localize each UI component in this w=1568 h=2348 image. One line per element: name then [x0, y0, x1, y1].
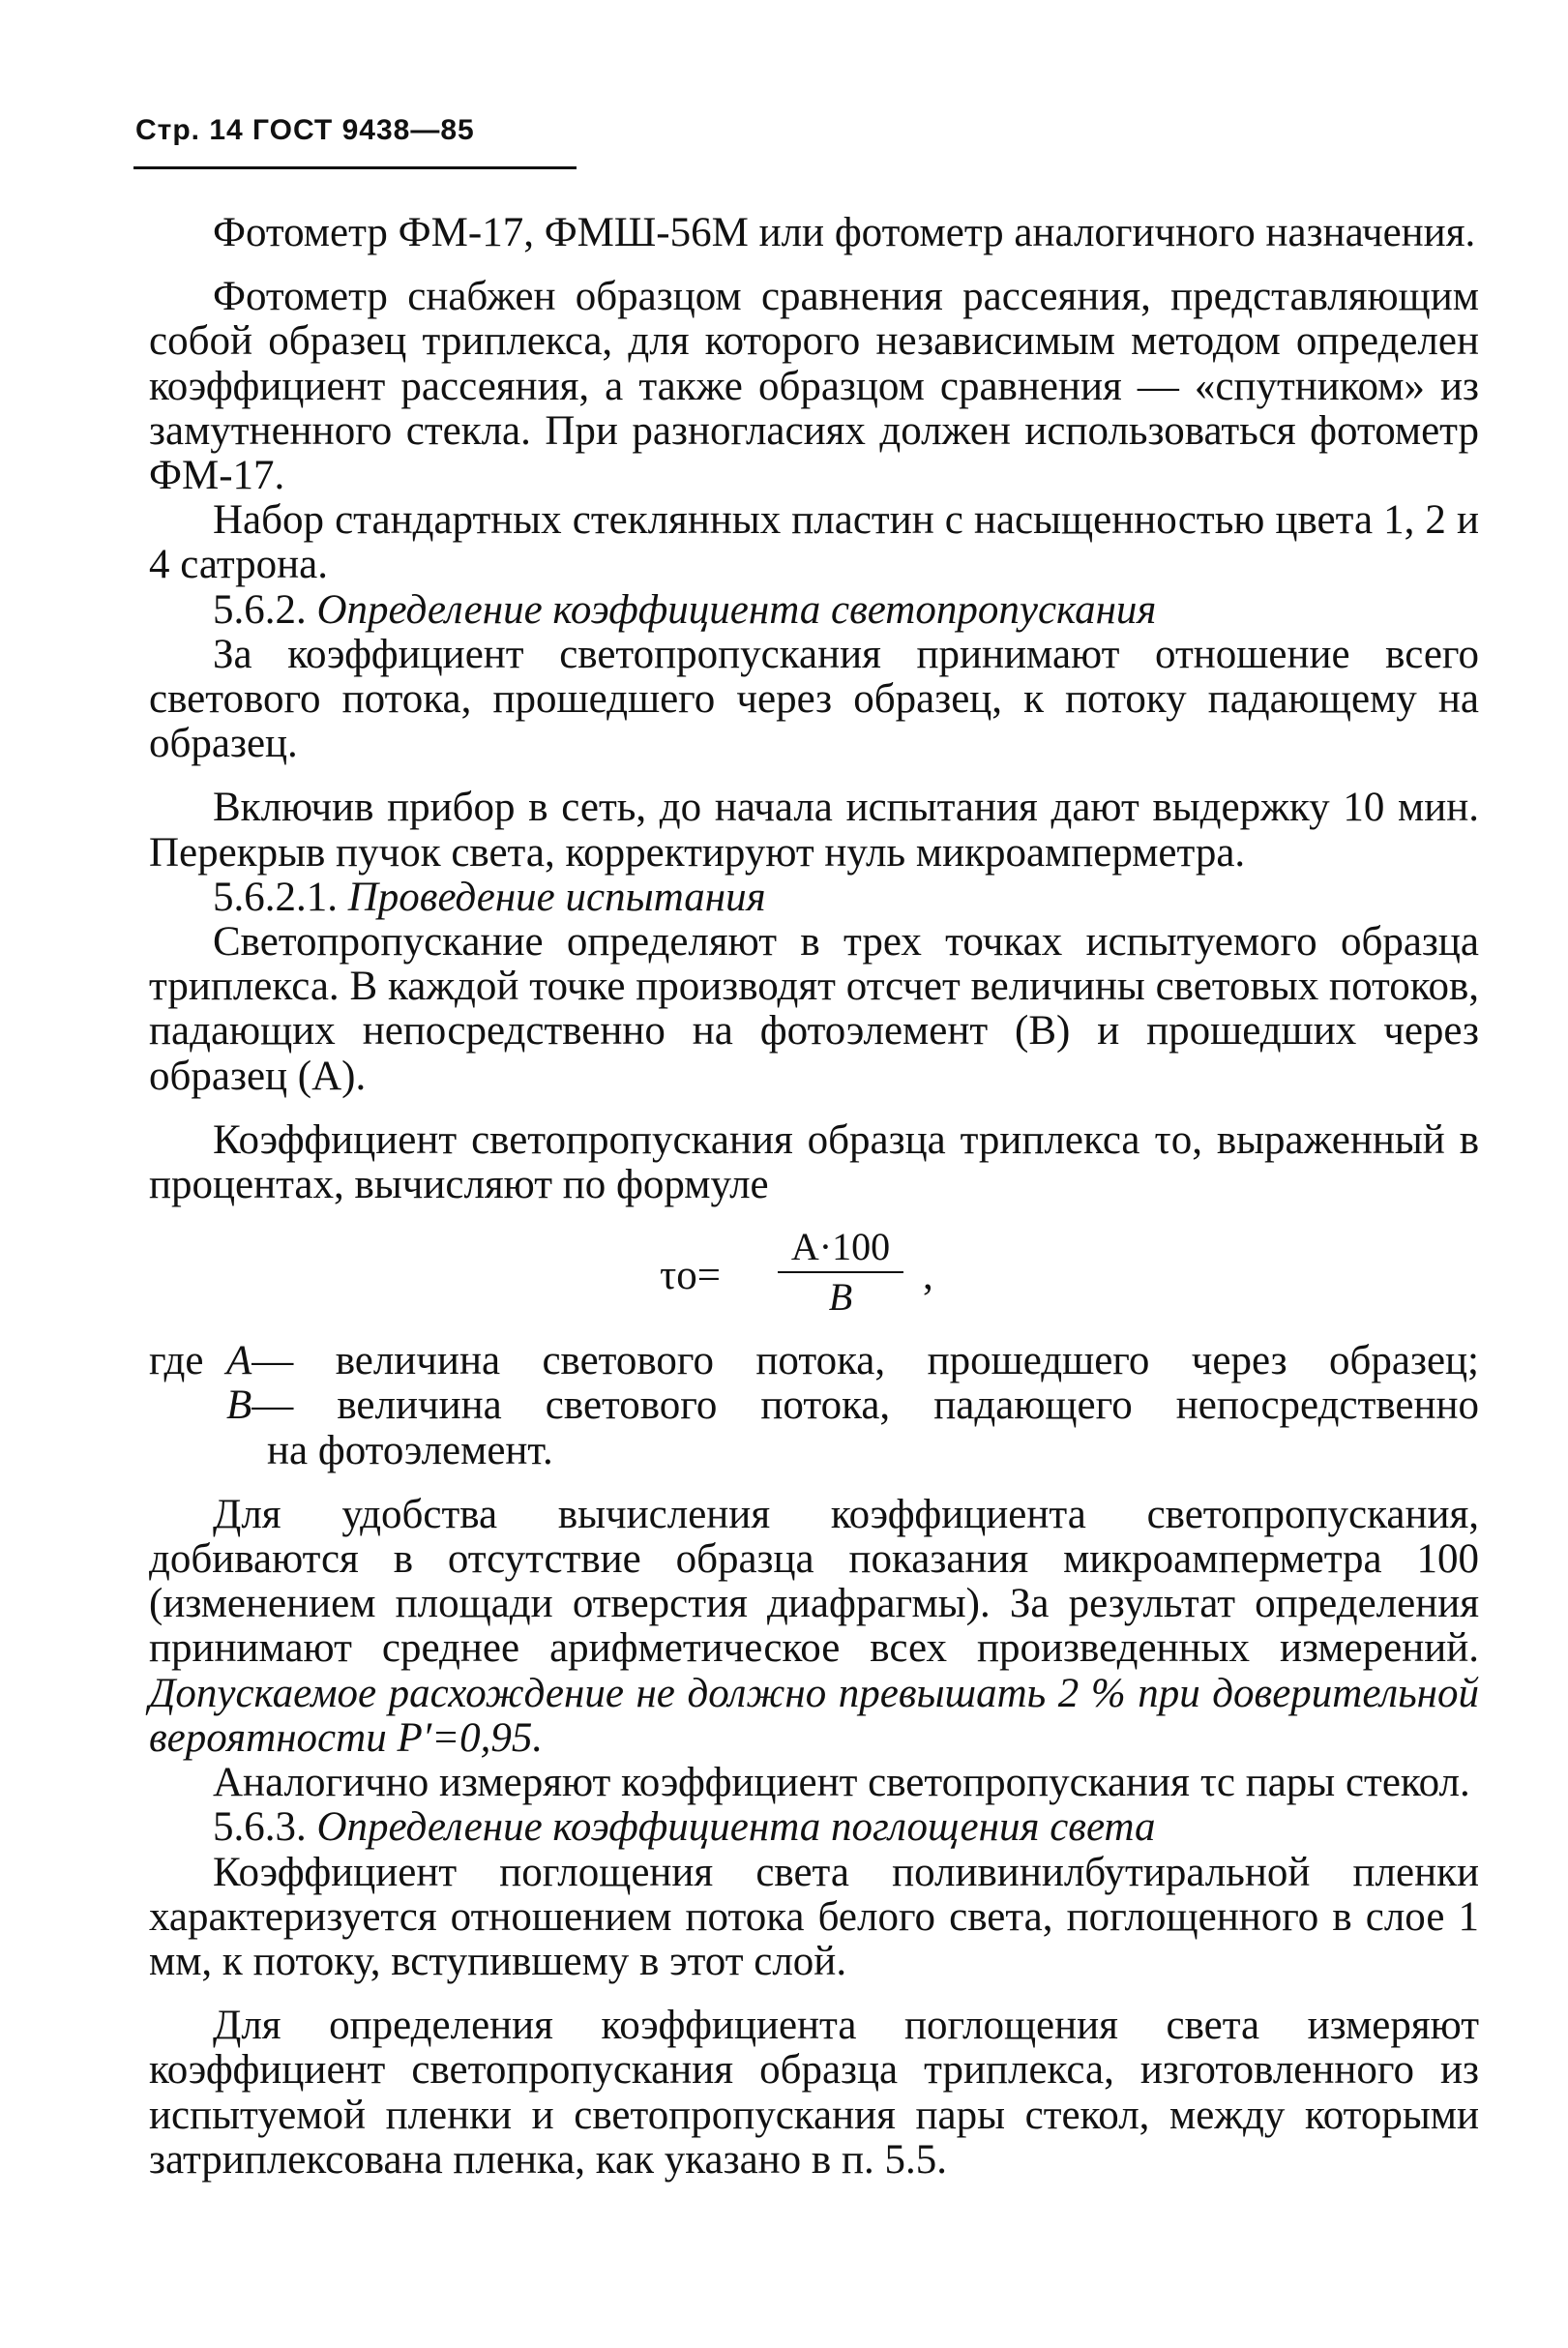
formula-denominator: В: [828, 1275, 853, 1320]
legend-symbol-a: А: [226, 1338, 252, 1384]
formula-lhs: τо=: [660, 1253, 722, 1299]
section-heading-5-6-2: [149, 588, 1479, 633]
legend-symbol-b: В: [226, 1382, 252, 1429]
section-heading-5-6-2-1: [149, 876, 1479, 920]
legend-desc-b: — величина светового потока, падающего непосредственно: [251, 1382, 1479, 1429]
calc-text: Для удобства вычисления коэффициента светопропускания, добиваются в отсутствие образца показания микроамперметра 100 (изменением площади отверстия диафрагмы). За результат определения принимают среднее арифметическое всех произведенных измерений.: [149, 1491, 1479, 1672]
paragraph-absorption-method: Для определения коэффициента поглощения света измеряют коэффициент светопропускания образца триплекса, изготовленного из испытуемой пленки и светопропускания пары стекол, между которыми затриплексована пленка, как указано в п. 5.5.: [149, 2003, 1479, 2183]
paragraph-glass-plates: Набор стандартных стеклянных пластин с насыщенностью цвета 1, 2 и 4 сатрона.: [149, 497, 1479, 588]
header-rule: [133, 166, 577, 169]
document-body: [149, 211, 1479, 2183]
legend-desc-b-continued: на фотоэлемент.: [267, 1427, 553, 1473]
formula-legend: [149, 1339, 1479, 1473]
paragraph-device-warmup: Включив прибор в сеть, до начала испытания дают выдержку 10 мин. Перекрыв пучок света, корректируют нуль микроамперметра.: [149, 785, 1479, 876]
calc-tolerance: Допускаемое расхождение не должно превышать 2 % при доверительной вероятности: [149, 1670, 1479, 1761]
page-header: Стр. 14 ГОСТ 9438—85: [135, 114, 475, 146]
formula-comma: ,: [923, 1253, 933, 1299]
formula-numerator: А·100: [778, 1225, 903, 1273]
section-title: Определение коэффициента светопропускания: [316, 586, 1157, 633]
paragraph-photometer-sample: Фотометр снабжен образцом сравнения рассеяния, представляющим собой образец триплекса, для которого независимым методом определен коэффициент рассеяния, а также образцом сравнения — «спутником» из замутненного стекла. При разногласиях должен использоваться фотометр ФМ-17.: [149, 274, 1479, 499]
calc-probability: Р′=0,95.: [397, 1714, 544, 1761]
paragraph-absorption-definition: Коэффициент поглощения света поливинилбутиральной пленки характеризуется отношением потока белого света, поглощенного в слое 1 мм, к потоку, вступившему в этот слой.: [149, 1849, 1479, 1984]
legend-desc-a: — величина светового потока, прошедшего через образец;: [251, 1338, 1479, 1384]
section-heading-5-6-3: [149, 1805, 1479, 1850]
paragraph-photometer: Фотометр ФМ-17, ФМШ-56М или фотометр аналогичного назначения.: [213, 210, 1476, 255]
legend-row-b: [149, 1383, 1479, 1428]
paragraph-calculation-convenience: [149, 1493, 1479, 1761]
section-number: 5.6.3.: [213, 1804, 307, 1851]
transmission-formula: [149, 1225, 1479, 1329]
formula-fraction: [778, 1225, 903, 1320]
section-title: Проведение испытания: [347, 874, 766, 920]
paragraph-formula-intro: Коэффициент светопропускания образца триплекса τо, выраженный в процентах, вычисляют по формуле: [149, 1116, 1479, 1208]
paragraph-glass-pair: Аналогично измеряют коэффициент светопропускания τс пары стекол.: [213, 1760, 1470, 1806]
paragraph-transmission-definition: За коэффициент светопропускания принимают отношение всего светового потока, прошедшего через образец, к потоку падающему на образец.: [149, 631, 1479, 767]
section-number: 5.6.2.: [213, 586, 307, 633]
paragraph-test-procedure: Светопропускание определяют в трех точках испытуемого образца триплекса. В каждой точке производят отсчет величины световых потоков, падающих непосредственно на фотоэлемент (В) и прошедших через образец (А).: [149, 919, 1479, 1099]
section-number: 5.6.2.1.: [213, 874, 338, 920]
legend-row-a: [149, 1339, 1479, 1383]
legend-lead: где: [149, 1338, 204, 1384]
section-title: Определение коэффициента поглощения света: [316, 1804, 1156, 1851]
